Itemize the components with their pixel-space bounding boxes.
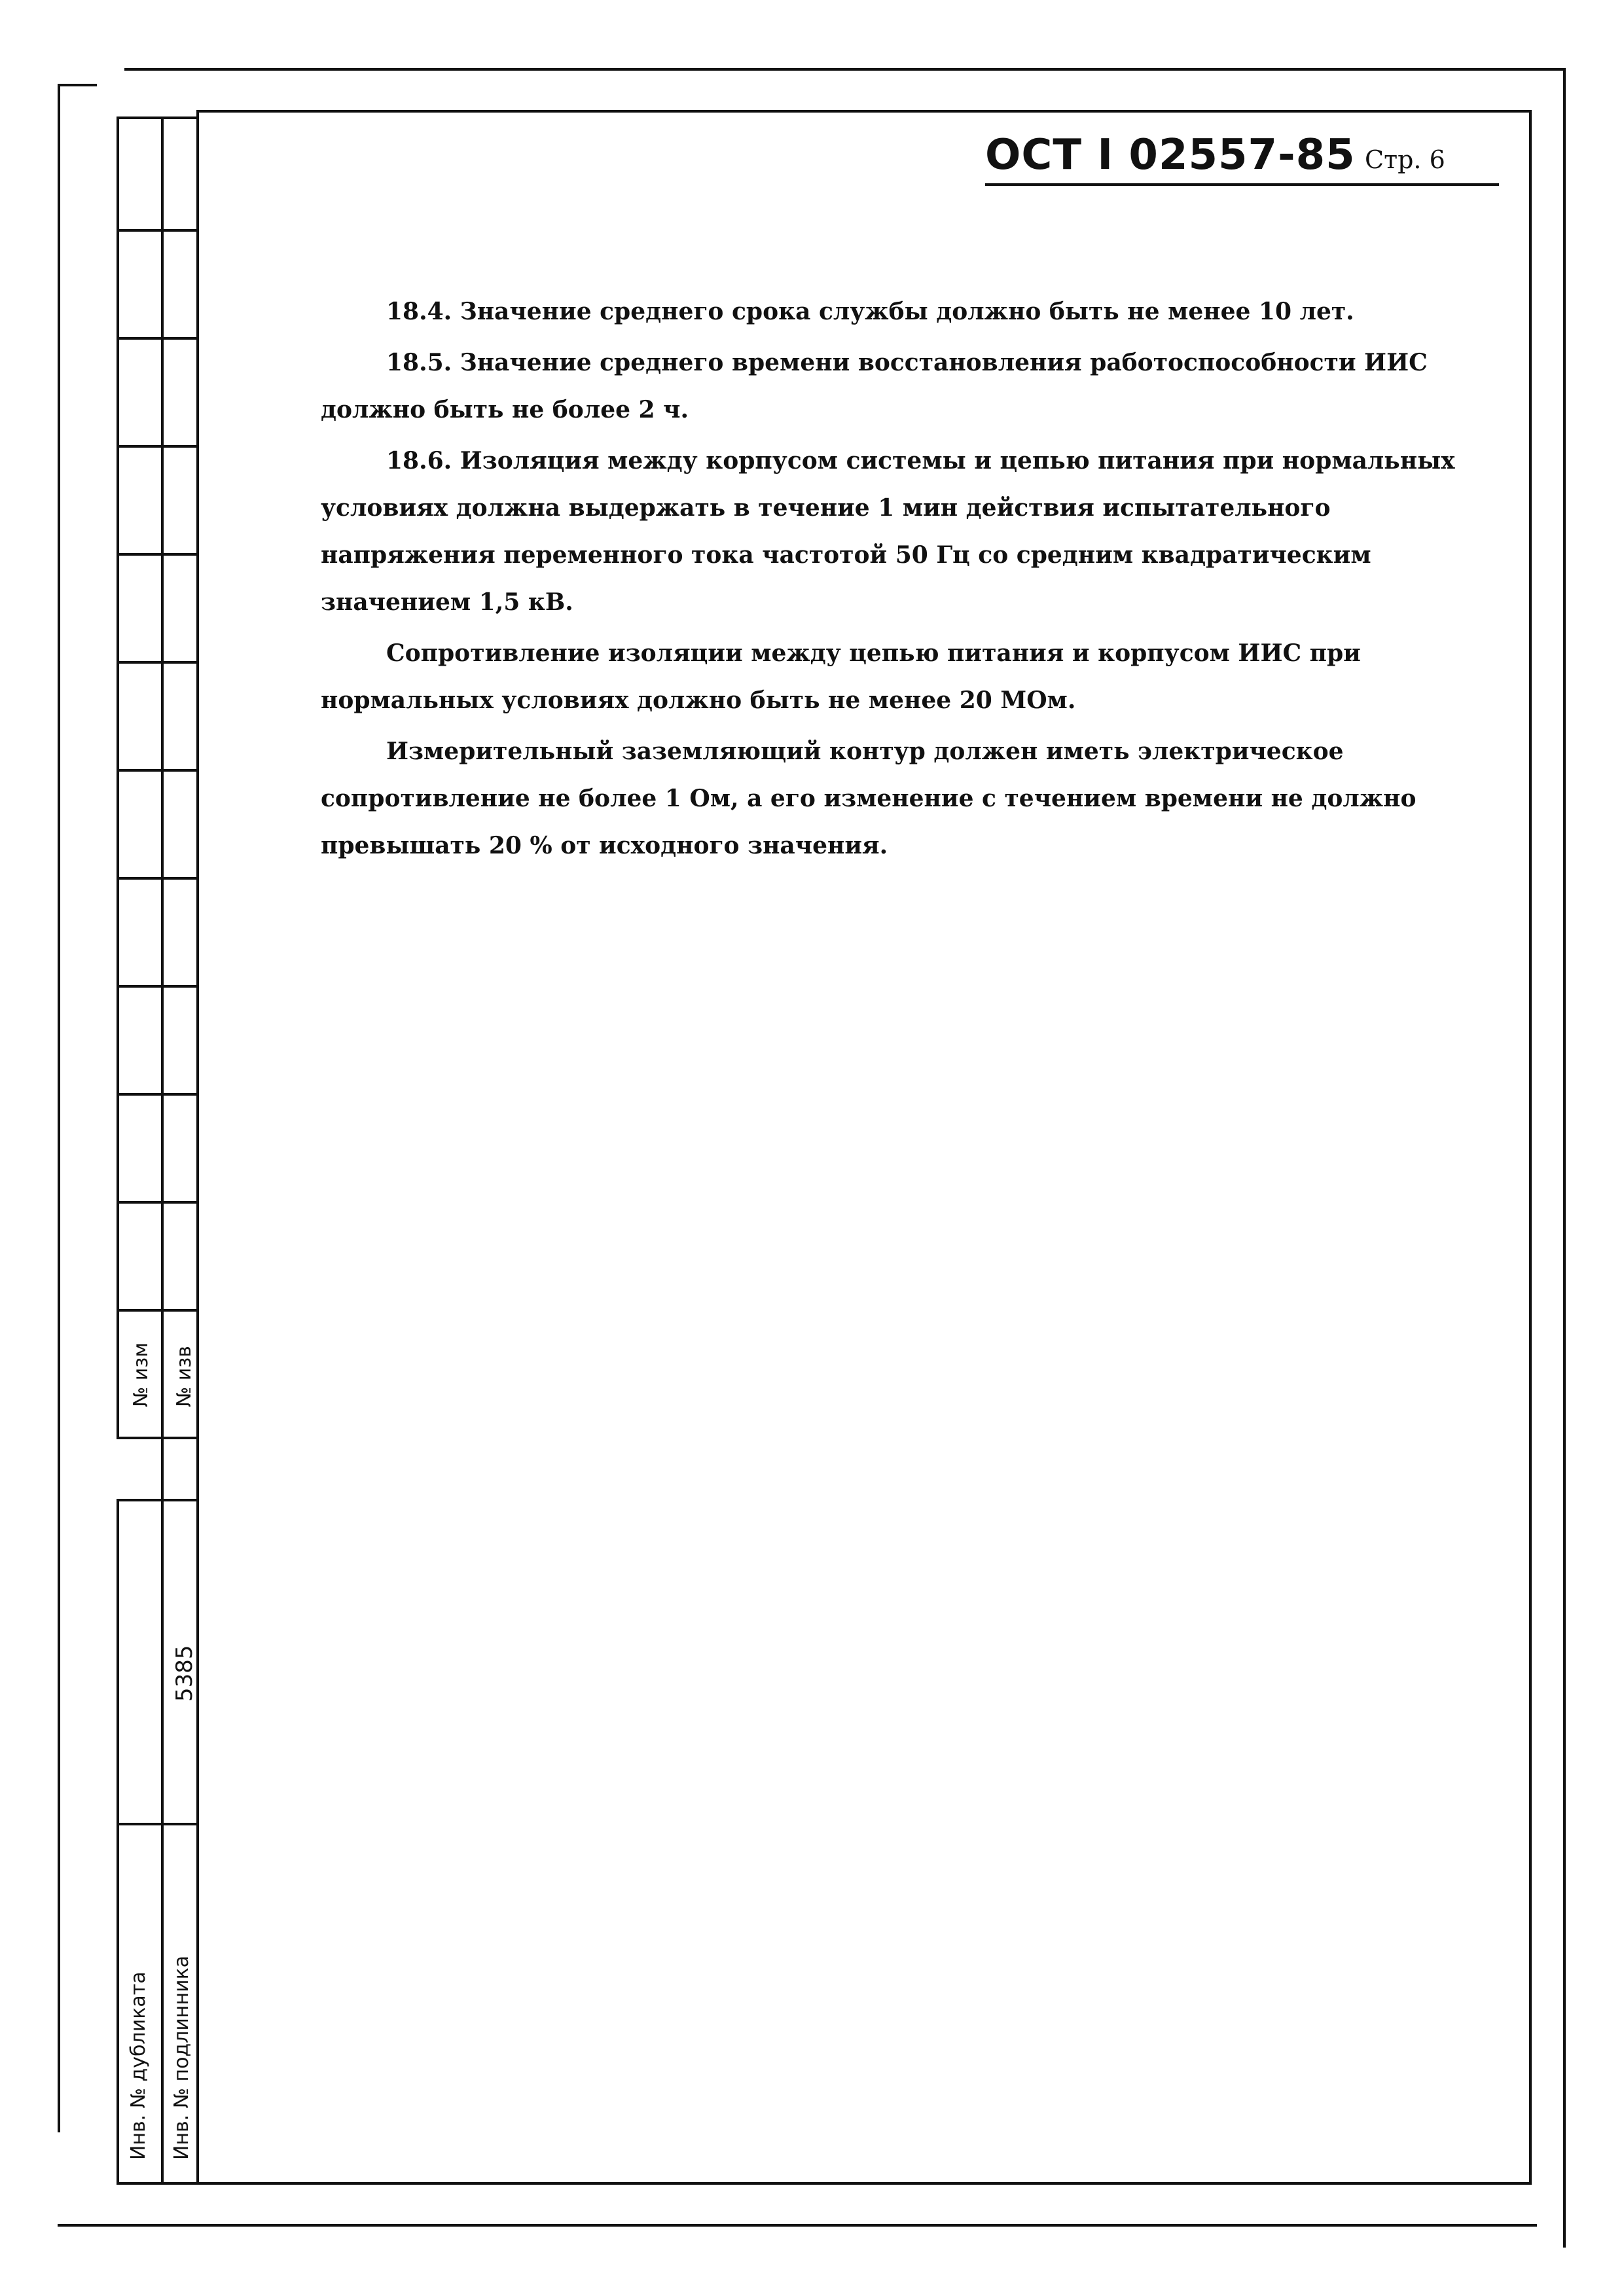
top-border-left (58, 84, 97, 86)
duplicate-inventory-label: Инв. № дубликата (127, 1971, 150, 2160)
stamp-row-line (117, 877, 199, 880)
lower-stamp-mid-line (117, 1823, 199, 1825)
change-number-label: № изм (130, 1342, 153, 1407)
paragraph-18-4: 18.4. Значение среднего срока службы должно быть не менее 10 лет. (386, 298, 1354, 325)
notice-number-label: № изв (173, 1346, 196, 1407)
lower-stamp-bottom-line (117, 2182, 199, 2185)
stamp-column-outer-edge (117, 117, 119, 1439)
paragraph-insulation-resistance: Сопротивление изоляции между цепью питания и корпусом ИИС при нормальных условиях должно быть не менее 20 МОм. (321, 639, 1361, 714)
stamp-row-line (117, 1437, 199, 1439)
header-underline (985, 183, 1499, 186)
bottom-border (58, 2224, 1537, 2227)
stamp-row-line (117, 445, 199, 448)
original-inventory-label: Инв. № подлинника (170, 1955, 193, 2160)
lower-stamp-outer-edge (117, 1499, 119, 2185)
stamp-column-divider (161, 117, 164, 2185)
document-code: ОСТ І 02557-85 (985, 131, 1356, 179)
stamp-row-line (117, 229, 199, 232)
right-border (1563, 68, 1566, 2248)
left-border (58, 84, 60, 2132)
stamp-row-line (117, 769, 199, 772)
stamp-row-line (117, 337, 199, 340)
document-body (321, 288, 1473, 873)
stamp-row-line (117, 661, 199, 664)
paragraph-18-6: 18.6. Изоляция между корпусом системы и цепью питания при нормальных условиях должна выдержать в течение 1 мин действия испытательного напряжения переменного тока частотой 50 Гц со средним квадратическим значением 1,5 кВ. (321, 447, 1455, 616)
top-border (124, 68, 1564, 71)
stamp-row-line (117, 1201, 199, 1204)
stamp-top-line (117, 117, 199, 119)
page-number: Стр. 6 (1365, 145, 1445, 174)
paragraph-18-5: 18.5. Значение среднего времени восстановления работоспособности ИИС должно быть не более 2 ч. (321, 349, 1428, 423)
original-inventory-number: 5385 (171, 1645, 198, 1702)
stamp-row-line (117, 553, 199, 556)
stamp-row-line (117, 985, 199, 988)
lower-stamp-top-line (117, 1499, 199, 1501)
paragraph-grounding-circuit: Измерительный заземляющий контур должен иметь электрическое сопротивление не более 1 Ом, а его изменение с течением времени не должно превышать 20 % от исходного значения. (321, 738, 1416, 859)
stamp-row-line (117, 1309, 199, 1312)
stamp-row-line (117, 1093, 199, 1096)
